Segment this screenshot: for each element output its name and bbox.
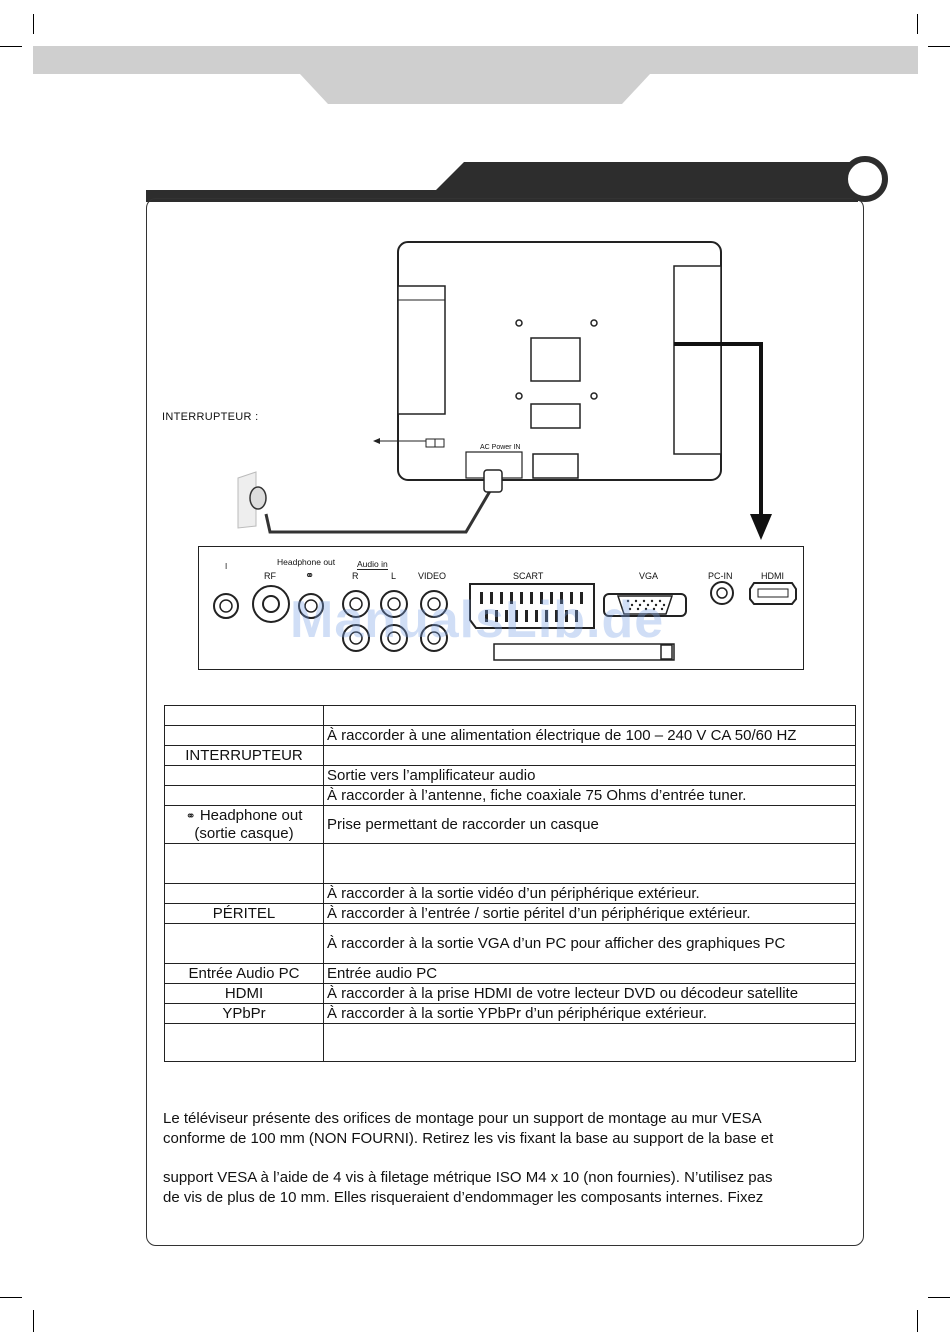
table-cell-desc: À raccorder à l’entrée / sortie péritel d’un périphérique extérieur. — [324, 904, 856, 924]
table-cell-label — [165, 844, 324, 884]
ac-power-label: AC Power IN — [480, 444, 521, 451]
table-cell-label — [165, 706, 324, 726]
connector-spec-table — [164, 705, 856, 1062]
table-cell-label: HDMI — [165, 984, 324, 1004]
header-tab — [300, 74, 650, 104]
table-cell-desc — [324, 746, 856, 766]
page-number-circle — [842, 156, 888, 202]
table-row — [165, 1004, 856, 1024]
table-row — [165, 1024, 856, 1062]
table-cell-desc: À raccorder à la sortie YPbPr d’un périphérique extérieur. — [324, 1004, 856, 1024]
port-label-i: I — [225, 562, 228, 571]
table-cell-label: INTERRUPTEUR — [165, 746, 324, 766]
table-cell-label — [165, 924, 324, 964]
table-cell-label — [165, 1024, 324, 1062]
port-label-video: VIDEO — [418, 571, 447, 581]
header-band — [33, 46, 918, 74]
paragraph-line: de vis de plus de 10 mm. Elles risqueraient d’endommager les composants internes. Fixez — [163, 1189, 764, 1206]
table-cell-label-line2: (sortie casque) — [194, 825, 294, 842]
table-cell-desc: Prise permettant de raccorder un casque — [324, 806, 856, 844]
panel-headphone-group-label: Headphone out — [277, 557, 336, 567]
table-cell-label — [165, 786, 324, 806]
table-cell-desc: Entrée audio PC — [324, 964, 856, 984]
paragraph-line: conforme de 100 mm (NON FOURNI). Retirez les vis fixant la base au support de la base et — [163, 1130, 774, 1147]
port-label-vga: VGA — [639, 571, 659, 581]
paragraph-line: support VESA à l’aide de 4 vis à filetage métrique ISO M4 x 10 (non fournies). N’utilisez pas — [163, 1169, 773, 1186]
crop-mark — [928, 1297, 950, 1298]
table-cell-label — [165, 806, 324, 844]
table-cell-desc: À raccorder à la sortie vidéo d’un périphérique extérieur. — [324, 884, 856, 904]
table-cell-desc: À raccorder à l’antenne, fiche coaxiale 75 Ohms d’entrée tuner. — [324, 786, 856, 806]
crop-mark — [0, 1297, 22, 1298]
table-row — [165, 726, 856, 746]
crop-mark — [917, 1310, 918, 1332]
crop-mark — [917, 14, 918, 34]
paragraph-line: Le téléviseur présente des orifices de montage pour un support de montage au mur VESA — [163, 1110, 762, 1127]
table-row — [165, 706, 856, 726]
table-cell-label: YPbPr — [165, 1004, 324, 1024]
table-cell-desc: Sortie vers l’amplificateur audio — [324, 766, 856, 786]
port-label-rf: RF — [264, 571, 276, 581]
table-cell-label: PÉRITEL — [165, 904, 324, 924]
table-cell-label — [165, 726, 324, 746]
table-row — [165, 786, 856, 806]
port-label-pcin: PC-IN — [708, 571, 733, 581]
table-row — [165, 964, 856, 984]
table-row — [165, 924, 856, 964]
table-row — [165, 884, 856, 904]
headphone-icon: ⚭ — [305, 570, 315, 582]
table-cell-label: Entrée Audio PC — [165, 964, 324, 984]
table-cell-label-line1: Headphone out — [199, 807, 303, 824]
table-row — [165, 984, 856, 1004]
crop-mark — [33, 1310, 34, 1332]
port-label-scart: SCART — [513, 571, 544, 581]
table-cell-desc: À raccorder à la sortie VGA d’un PC pour afficher des graphiques PC — [324, 924, 856, 964]
table-cell-label — [165, 766, 324, 786]
table-cell-label — [165, 884, 324, 904]
table-cell-desc: À raccorder à la prise HDMI de votre lecteur DVD ou décodeur satellite — [324, 984, 856, 1004]
section-header-bar — [146, 162, 858, 202]
port-label-r: R — [352, 571, 359, 581]
table-cell-desc — [324, 1024, 856, 1062]
crop-mark — [928, 46, 950, 47]
table-row — [165, 766, 856, 786]
panel-audio-in-group-label: Audio in — [357, 559, 388, 569]
table-row — [165, 746, 856, 766]
headphone-icon: ⚭ — [185, 809, 196, 823]
watermark: ManualsLib.de — [290, 591, 665, 649]
switch-label: INTERRUPTEUR : — [162, 411, 259, 423]
table-cell-desc — [324, 706, 856, 726]
table-row — [165, 806, 856, 844]
table-row — [165, 844, 856, 884]
crop-mark — [33, 14, 34, 34]
table-cell-desc: À raccorder à une alimentation électrique de 100 – 240 V CA 50/60 HZ — [324, 726, 856, 746]
table-row — [165, 904, 856, 924]
table-cell-desc — [324, 844, 856, 884]
port-label-l: L — [391, 571, 397, 581]
tv-back-diagram — [230, 238, 790, 543]
crop-mark — [0, 46, 22, 47]
port-label-hdmi: HDMI — [761, 571, 784, 581]
